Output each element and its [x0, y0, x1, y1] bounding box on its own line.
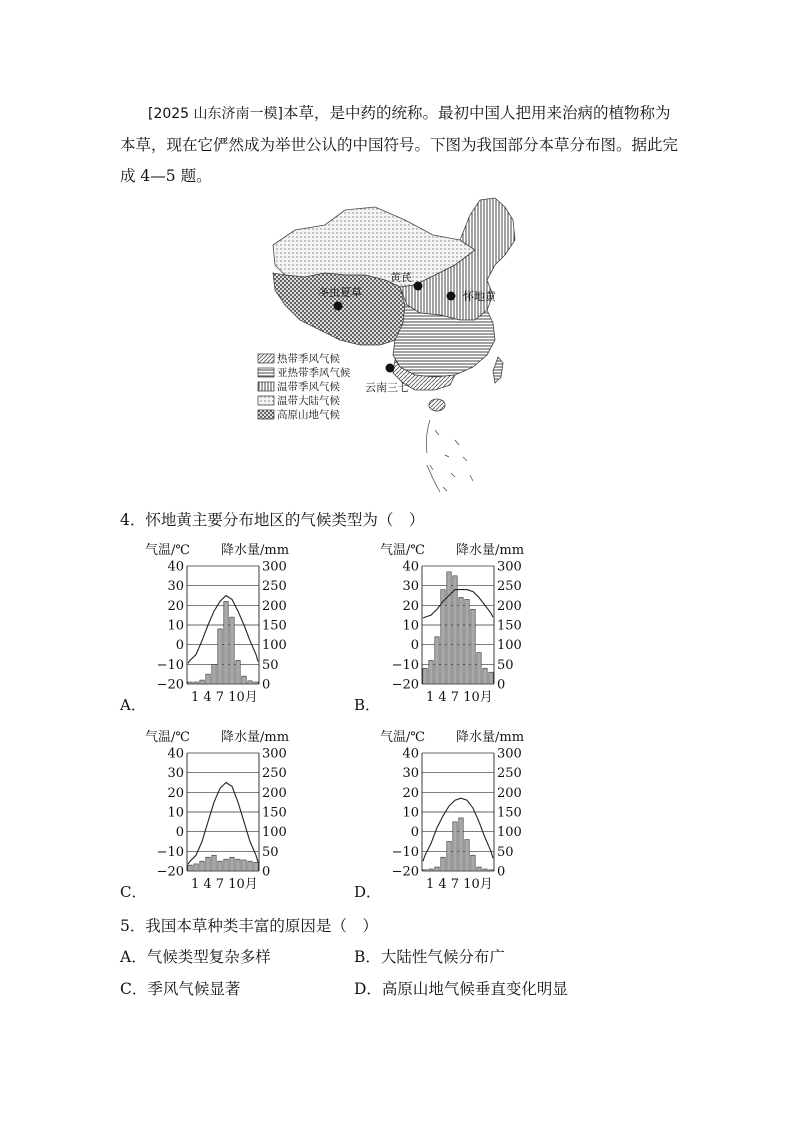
climate-chart-b	[380, 540, 550, 710]
precipitation-bar	[447, 842, 451, 872]
option-d-label: D．	[354, 883, 382, 901]
precipitation-tick-label: 250	[262, 579, 287, 595]
temperature-tick-label: 10	[402, 618, 419, 634]
precipitation-bar	[248, 861, 252, 871]
precipitation-tick-label: 300	[497, 559, 522, 575]
precipitation-tick-label: 0	[262, 864, 271, 880]
temperature-tick-label: 10	[167, 618, 184, 634]
temperature-tick-label: −10	[156, 657, 184, 673]
option-b-label: B．	[354, 696, 381, 714]
legend-swatch-temperate-continental	[258, 396, 274, 405]
temperature-tick-label: 0	[175, 825, 184, 841]
precipitation-bar	[206, 674, 210, 684]
precipitation-tick-label: 150	[497, 618, 522, 634]
temperature-tick-label: 20	[167, 785, 184, 801]
precipitation-bar	[435, 867, 439, 871]
map-regions	[273, 198, 515, 492]
precipitation-bar	[248, 681, 252, 684]
temperature-tick-label: 30	[402, 579, 419, 595]
marker-dongchong	[334, 302, 343, 311]
precipitation-bar	[471, 609, 475, 684]
precipitation-tick-label: 200	[497, 598, 522, 614]
precipitation-bar	[429, 869, 433, 871]
precipitation-tick-label: 50	[497, 844, 514, 860]
option-c-label: C．	[120, 883, 147, 901]
precipitation-tick-label: 0	[497, 864, 506, 880]
temperature-tick-label: 10	[402, 805, 419, 821]
option-a-label: A．	[120, 696, 146, 714]
precipitation-bar	[218, 861, 222, 871]
precipitation-tick-label: 250	[497, 766, 522, 782]
precipitation-tick-label: 0	[497, 677, 506, 693]
precipitation-bar	[447, 572, 451, 684]
temperature-tick-label: −20	[391, 864, 419, 880]
precipitation-axis-title: 降水量/mm	[456, 730, 525, 745]
temperature-tick-label: 40	[402, 746, 419, 762]
temperature-axis-title: 气温/℃	[380, 730, 425, 745]
china-herb-climate-map	[255, 195, 525, 495]
precipitation-bar	[459, 818, 463, 871]
question-5-stem: 5．我国本草种类丰富的原因是（ ）	[120, 917, 378, 935]
q5-option-a[interactable]: A．气候类型复杂多样	[120, 948, 271, 966]
source-tag: [2025 山东济南一模]	[148, 106, 284, 122]
temperature-tick-label: 30	[167, 579, 184, 595]
legend-label-temperate-continental: 温带大陆气候	[277, 395, 340, 407]
temperature-tick-label: −10	[391, 657, 419, 673]
precipitation-bar	[483, 668, 487, 684]
precipitation-bar	[254, 862, 258, 871]
legend-label-temperate-monsoon: 温带季风气候	[277, 381, 340, 393]
precipitation-bar	[489, 672, 493, 684]
precipitation-bar	[224, 859, 228, 871]
temperature-tick-label: 20	[402, 598, 419, 614]
region-subtropical-monsoon	[393, 305, 495, 377]
temperature-tick-label: −20	[156, 864, 184, 880]
precipitation-bar	[423, 870, 427, 871]
precipitation-bar	[453, 576, 457, 684]
precipitation-axis-title: 降水量/mm	[221, 730, 290, 745]
precipitation-tick-label: 150	[262, 805, 287, 821]
temperature-tick-label: −20	[156, 677, 184, 693]
temperature-tick-label: 10	[167, 805, 184, 821]
precipitation-bar	[230, 617, 234, 684]
temperature-tick-label: 20	[402, 785, 419, 801]
marker-sanqi	[386, 364, 395, 373]
precipitation-bar	[194, 682, 198, 684]
precipitation-tick-label: 200	[262, 785, 287, 801]
precipitation-bar	[212, 664, 216, 684]
precipitation-tick-label: 300	[262, 559, 287, 575]
precipitation-bar	[423, 668, 427, 684]
precipitation-bar	[212, 855, 216, 871]
region-taiwan	[493, 357, 503, 383]
temperature-tick-label: 0	[410, 638, 419, 654]
precipitation-bar	[489, 870, 493, 871]
marker-huaidihuang	[447, 292, 456, 301]
region-hainan	[429, 399, 445, 411]
precipitation-bar	[459, 597, 463, 684]
precipitation-bar	[471, 855, 475, 871]
label-dongchong: 冬虫夏草	[318, 286, 362, 299]
precipitation-tick-label: 50	[262, 657, 279, 673]
precipitation-tick-label: 150	[262, 618, 287, 634]
temperature-tick-label: −20	[391, 677, 419, 693]
label-sanqi: 云南三七	[365, 381, 409, 394]
precipitation-tick-label: 0	[262, 677, 271, 693]
climate-chart-a	[145, 540, 315, 710]
precipitation-bar	[435, 637, 439, 684]
precipitation-axis-title: 降水量/mm	[456, 543, 525, 558]
precipitation-bar	[453, 822, 457, 871]
temperature-tick-label: 40	[167, 746, 184, 762]
legend-label-subtropical: 亚热带季风气候	[277, 367, 351, 379]
precipitation-bar	[206, 857, 210, 871]
intro-paragraph	[120, 98, 680, 192]
month-axis-labels: 1 4 7 10月	[191, 877, 258, 892]
temperature-curve	[423, 590, 493, 619]
label-huangqi: 黄芪	[390, 271, 412, 284]
temperature-tick-label: 0	[410, 825, 419, 841]
marker-huangqi	[414, 282, 423, 291]
legend-swatch-plateau	[258, 410, 274, 419]
precipitation-tick-label: 300	[262, 746, 287, 762]
temperature-tick-label: 30	[402, 766, 419, 782]
temperature-tick-label: −10	[156, 844, 184, 860]
south-sea-islands	[426, 420, 473, 492]
precipitation-bar	[477, 867, 481, 871]
precipitation-tick-label: 250	[262, 766, 287, 782]
precipitation-bar	[254, 682, 258, 684]
climate-chart-c	[145, 727, 315, 897]
precipitation-bar	[429, 660, 433, 684]
temperature-curve	[423, 798, 493, 861]
temperature-tick-label: 20	[167, 598, 184, 614]
precipitation-bar	[242, 676, 246, 684]
precipitation-bar	[483, 869, 487, 871]
legend-swatch-temperate-monsoon	[258, 382, 274, 391]
precipitation-bar	[441, 857, 445, 871]
month-axis-labels: 1 4 7 10月	[426, 877, 493, 892]
precipitation-bar	[200, 861, 204, 871]
precipitation-bar	[230, 857, 234, 871]
precipitation-tick-label: 100	[497, 638, 522, 654]
precipitation-bar	[218, 629, 222, 684]
temperature-tick-label: 40	[167, 559, 184, 575]
climate-chart-d	[380, 727, 550, 897]
legend-label-tropical: 热带季风气候	[277, 353, 340, 365]
precipitation-tick-label: 200	[262, 598, 287, 614]
precipitation-tick-label: 300	[497, 746, 522, 762]
temperature-tick-label: 40	[402, 559, 419, 575]
precipitation-bar	[194, 864, 198, 871]
precipitation-tick-label: 200	[497, 785, 522, 801]
legend-label-plateau: 高原山地气候	[277, 409, 340, 421]
temperature-curve	[188, 783, 258, 865]
precipitation-tick-label: 100	[262, 825, 287, 841]
precipitation-bar	[242, 860, 246, 871]
month-axis-labels: 1 4 7 10月	[426, 690, 493, 705]
temperature-tick-label: 30	[167, 766, 184, 782]
q5-option-c[interactable]: C．季风气候显著	[120, 980, 241, 998]
precipitation-bar	[465, 840, 469, 871]
precipitation-bar	[200, 680, 204, 684]
precipitation-bar	[188, 865, 192, 871]
precipitation-bar	[236, 859, 240, 871]
q5-option-d[interactable]: D．高原山地气候垂直变化明显	[354, 980, 568, 998]
precipitation-bar	[224, 601, 228, 684]
precipitation-bar	[465, 599, 469, 684]
temperature-tick-label: 0	[175, 638, 184, 654]
precipitation-tick-label: 100	[497, 825, 522, 841]
map-legend	[258, 352, 351, 421]
temperature-tick-label: −10	[391, 844, 419, 860]
label-huaidihuang: 怀地黄	[463, 290, 496, 303]
precipitation-tick-label: 250	[497, 579, 522, 595]
month-axis-labels: 1 4 7 10月	[191, 690, 258, 705]
precipitation-tick-label: 100	[262, 638, 287, 654]
temperature-axis-title: 气温/℃	[145, 543, 190, 558]
intro-text: 本草，是中药的统称。最初中国人把用来治病的植物称为本草，现在它俨然成为举世公认的中国符号。下图为我国部分本草分布图。据此完成 4—5 题。	[120, 104, 679, 185]
legend-swatch-tropical	[258, 354, 274, 363]
precipitation-bar	[477, 653, 481, 684]
temperature-axis-title: 气温/℃	[145, 730, 190, 745]
precipitation-bar	[188, 682, 192, 684]
precipitation-tick-label: 50	[497, 657, 514, 673]
precipitation-bar	[236, 660, 240, 684]
temperature-axis-title: 气温/℃	[380, 543, 425, 558]
precipitation-tick-label: 150	[497, 805, 522, 821]
q5-option-b[interactable]: B．大陆性气候分布广	[354, 948, 505, 966]
precipitation-axis-title: 降水量/mm	[221, 543, 290, 558]
legend-swatch-subtropical	[258, 368, 274, 377]
question-4-stem: 4．怀地黄主要分布地区的气候类型为（ ）	[120, 511, 425, 529]
precipitation-tick-label: 50	[262, 844, 279, 860]
